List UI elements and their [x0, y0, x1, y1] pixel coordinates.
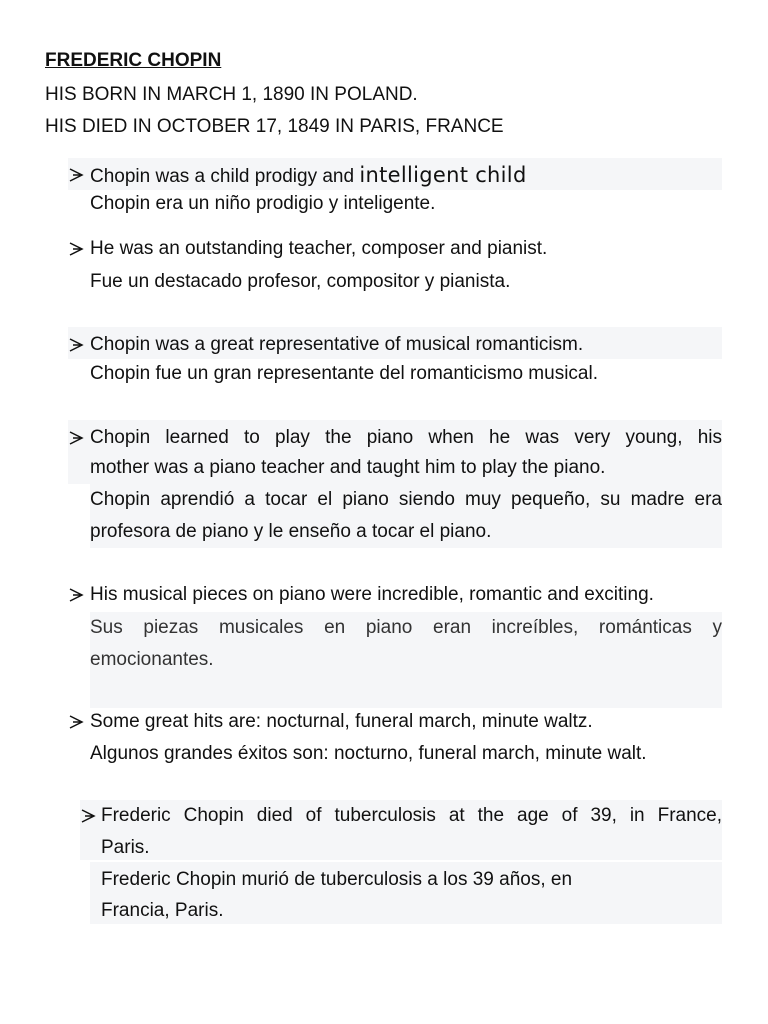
item-1-english-a: Chopin was a child prodigy and	[90, 166, 360, 187]
arrow-bullet-icon	[80, 808, 96, 824]
item-5-english: His musical pieces on piano were incredible, romantic and exciting.	[90, 584, 654, 605]
item-5-spanish-line-2: emocionantes.	[90, 649, 214, 670]
arrow-bullet-icon	[68, 714, 84, 730]
item-7-spanish-line-1: Frederic Chopin murió de tuberculosis a los 39 años, en	[101, 869, 573, 890]
item-3-spanish: Chopin fue un gran representante del romanticismo musical.	[90, 363, 598, 384]
page-title: FREDERIC CHOPIN	[45, 50, 222, 71]
arrow-bullet-icon	[68, 167, 84, 183]
item-2-spanish: Fue un destacado profesor, compositor y pianista.	[90, 271, 511, 292]
item-7-spanish-line-2: Francia, Paris.	[101, 900, 224, 921]
item-6-spanish: Algunos grandes éxitos son: nocturno, funeral march, minute walt.	[90, 743, 647, 764]
item-7-english-line-1: Frederic Chopin died of tuberculosis at the age of 39, in France,	[101, 805, 722, 826]
item-5-spanish-line-1: Sus piezas musicales en piano eran increíbles, románticas y	[90, 617, 722, 638]
item-7-english-line-2: Paris.	[101, 837, 150, 858]
item-4-english-line-2: mother was a piano teacher and taught him to play the piano.	[90, 457, 606, 478]
item-4-spanish-line-2: profesora de piano y le enseño a tocar el piano.	[90, 521, 492, 542]
item-1-english	[90, 163, 527, 189]
item-4-english-line-1: Chopin learned to play the piano when he was very young, his	[90, 427, 722, 448]
arrow-bullet-icon	[68, 587, 84, 603]
item-3-english: Chopin was a great representative of musical romanticism.	[90, 334, 584, 355]
item-2-english: He was an outstanding teacher, composer and pianist.	[90, 238, 548, 259]
arrow-bullet-icon	[68, 430, 84, 446]
item-6-english: Some great hits are: nocturnal, funeral march, minute waltz.	[90, 711, 593, 732]
item-1-english-b: intelligent child	[359, 163, 527, 187]
item-4-spanish-line-1: Chopin aprendió a tocar el piano siendo muy pequeño, su madre era	[90, 489, 722, 510]
arrow-bullet-icon	[68, 241, 84, 257]
item-1-spanish: Chopin era un niño prodigio y inteligente.	[90, 193, 436, 214]
born-line: HIS BORN IN MARCH 1, 1890 IN POLAND.	[45, 84, 418, 105]
arrow-bullet-icon	[68, 337, 84, 353]
died-line: HIS DIED IN OCTOBER 17, 1849 IN PARIS, FRANCE	[45, 116, 504, 137]
